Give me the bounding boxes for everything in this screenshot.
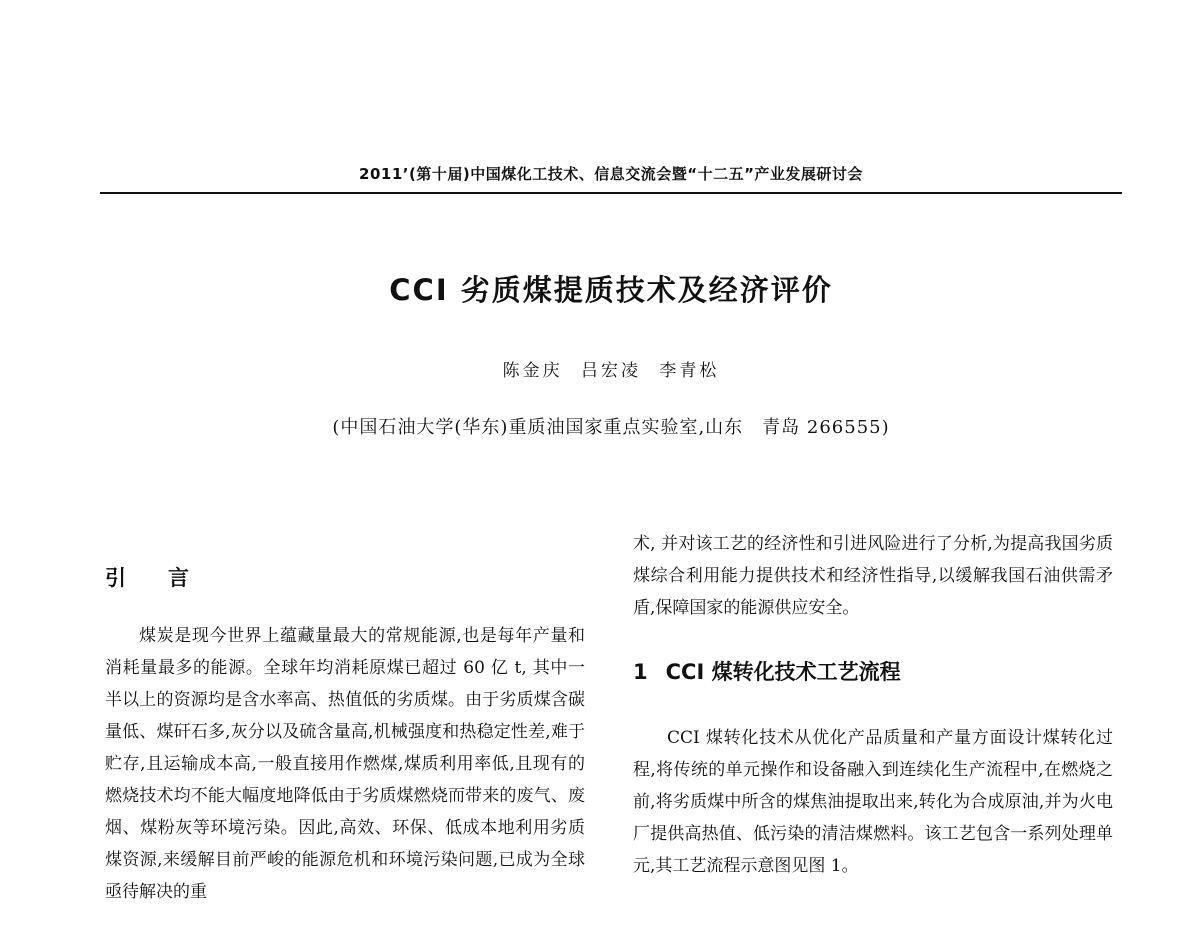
affiliation: (中国石油大学(华东)重质油国家重点实验室,山东 青岛 266555) xyxy=(332,417,890,438)
author-name: 陈金庆 xyxy=(502,361,563,381)
right-column xyxy=(633,528,1113,882)
introduction-heading: 引言 xyxy=(105,566,231,590)
left-column xyxy=(105,528,585,908)
paper-title: CCI 劣质煤提质技术及经济评价 xyxy=(389,273,833,307)
introduction-paragraph: 煤炭是现今世界上蕴藏量最大的常规能源,也是每年产量和消耗量最多的能源。全球年均消耗原煤已超过 60 亿 t, 其中一半以上的资源均是含水率高、热值低的劣质煤。由于劣质煤含碳量低、煤矸石多,灰分以及硫含量高,机械强度和热稳定性差,难于贮存,且运输成本高,一般直接用作燃煤,煤质利用率低,且现有的燃烧技术均不能大幅度地降低由于劣质煤燃烧而带来的废气、废烟、煤粉灰等环境污染。因此,高效、环保、低成本地利用劣质煤资源,来缓解目前严峻的能源危机和环境污染问题,已成为全球亟待解决的重 xyxy=(105,626,585,902)
running-header: 2011’(第十届)中国煤化工技术、信息交流会暨“十二五”产业发展研讨会 xyxy=(359,165,863,183)
section-title: CCI 煤转化技术工艺流程 xyxy=(665,660,901,684)
section-1-paragraph: CCI 煤转化技术从优化产品质量和产量方面设计煤转化过程,将传统的单元操作和设备融入到连续化生产流程中,在燃烧之前,将劣质煤中所含的煤焦油提取出来,转化为合成原油,并为火电厂提供高热值、低污染的清洁煤燃料。该工艺包含一系列处理单元,其工艺流程示意图见图 1。 xyxy=(633,728,1113,876)
section-number: 1 xyxy=(633,660,648,684)
author-list xyxy=(100,356,1122,381)
header-rule xyxy=(100,192,1122,194)
author-name: 李青松 xyxy=(659,361,720,381)
section-1-heading xyxy=(633,652,1113,692)
introduction-continuation: 术, 并对该工艺的经济性和引进风险进行了分析,为提高我国劣质煤综合利用能力提供技术和经济性指导,以缓解我国石油供需矛盾,保障国家的能源供应安全。 xyxy=(633,534,1113,618)
author-name: 吕宏凌 xyxy=(581,361,641,381)
